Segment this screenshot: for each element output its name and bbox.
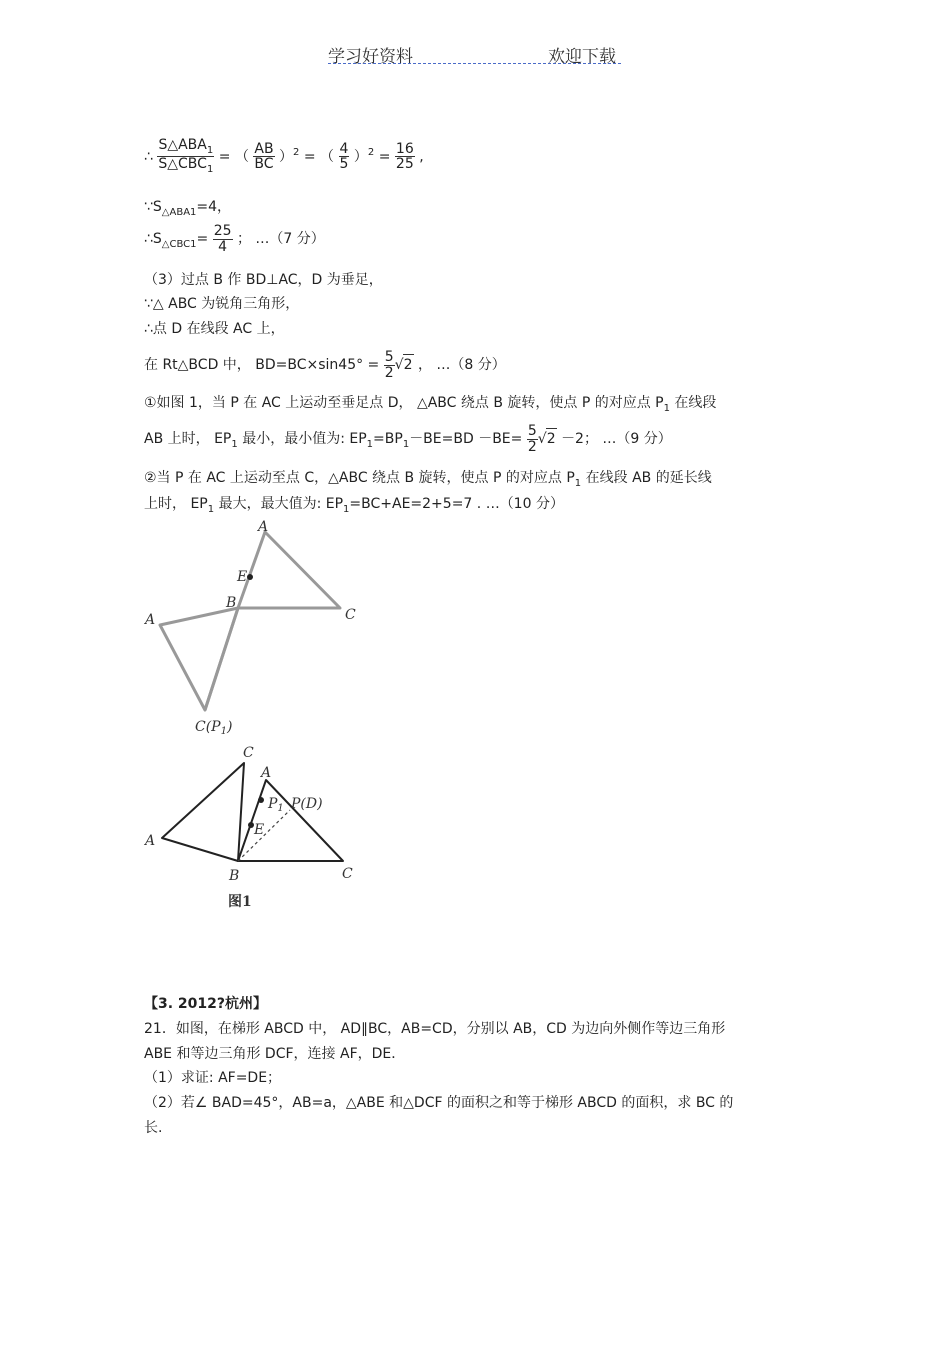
label-c: C (345, 607, 356, 623)
fraction-16-25: $\frac{16}{25}$ (395, 140, 414, 173)
point-p1 (258, 797, 264, 803)
problem-statement-1: 21．如图，在梯形 ABCD 中， AD∥BC，AB=CD，分别以 AB，CD 为边向外侧作等边三角形 (144, 1021, 726, 1037)
label-b-bottom: B (229, 868, 240, 884)
label-c-right: C (342, 866, 353, 882)
label-p-d: P(D) (291, 796, 323, 812)
line-case1: ①如图 1，当 P 在 AC 上运动至垂足点 D， △ABC 绕点 B 旋转，使点 P 的对应点 $P_1$ 在线段 (144, 395, 717, 414)
line-acute-triangle: ∵△ ABC 为锐角三角形， (144, 296, 300, 312)
line-part3-intro: （3）过点 B 作 BD⊥AC，D 为垂足， (144, 272, 383, 288)
fraction-4-5: $\frac{4}{5}$ (339, 140, 349, 173)
line-case2: ②当 P 在 AC 上运动至点 C，△ABC 绕点 B 旋转，使点 P 的对应点 $P_1$ 在线段 AB 的延长线 (144, 470, 712, 489)
label-e-bottom: E (254, 822, 265, 838)
line-point-d: ∴点 D 在线段 AC 上， (144, 321, 285, 337)
line-bd-value: 在 Rt△BCD 中， BD=BC×sin45° = $\frac{5}{2}$ √2 ， …（8 分） (144, 349, 506, 381)
figure-max-case (140, 515, 380, 740)
header-right: 欢迎下载 (548, 47, 616, 67)
line-min-value: AB 上时， $EP_1$ 最小，最小值为: $EP_1=BP_1-BE=BD -BE=$ $\frac{5}{2}$ √2 －2； …（9 分） (144, 423, 672, 455)
label-a-left-bottom: A (145, 833, 156, 849)
line-area-ratio: ∴ $\frac{S\triangle ABA_1}{S\triangle CBC_1}$ = （ $\frac{AB}{BC}$ ）$^2$ = （ $\frac{4}{5}$ ）$^2$ = $\frac{16}{25}$ , (144, 137, 424, 176)
triangle-abc-upper (238, 532, 340, 608)
problem-part2: （2）若∠ BAD=45°，AB=a，△ABE 和△DCF 的面积之和等于梯形 ABCD 的面积，求 BC 的 (144, 1095, 734, 1111)
fraction-ab-bc: $\frac{AB}{BC}$ (254, 140, 274, 173)
figure-min-case (140, 740, 380, 915)
header-divider (328, 63, 621, 64)
header-left: 学习好资料 (328, 47, 413, 67)
point-e (247, 574, 253, 580)
problem-part2-end: 长. (144, 1120, 163, 1136)
line-area-cbc1: $\therefore S_{\triangle CBC1}=$ $\frac{25}{4}$ ； …（7 分） (144, 223, 325, 255)
figure-caption: 图1 (228, 894, 252, 910)
line-area-aba1: $\because S_{\triangle ABA1}=4$， (144, 199, 232, 218)
problem-source: 【3. 2012?杭州】 (144, 996, 268, 1012)
triangle-rotated-left (162, 763, 244, 861)
problem-statement-2: ABE 和等边三角形 DCF，连接 AF，DE． (144, 1046, 406, 1062)
label-c-top: C (243, 745, 254, 761)
triangle-abc-right (238, 780, 343, 861)
label-a-left: A (145, 612, 156, 628)
problem-part1: （1）求证: AF=DE； (144, 1070, 282, 1086)
label-a-top: A (258, 519, 269, 535)
label-e: E (237, 569, 248, 585)
line-max-value: 上时， $EP_1$ 最大，最大值为: $EP_1=BC+AE=2+5=7$ . …（10 分） (144, 496, 564, 515)
label-c-p1: $C(P_1)$ (195, 719, 233, 737)
label-p1: $P_1$ (268, 796, 284, 814)
fraction-25-4: $\frac{25}{4}$ (213, 223, 232, 255)
label-b: B (226, 595, 237, 611)
fraction-area-ratio: $\frac{S\triangle ABA_1}{S\triangle CBC_1}$ (158, 137, 214, 176)
triangle-abc-rotated (160, 608, 238, 710)
fraction-5-2: $\frac{5}{2}$ (384, 349, 394, 381)
fraction-5-2-min: $\frac{5}{2}$ (527, 423, 537, 455)
segment-bc-rotated (205, 608, 238, 710)
label-a-right: A (261, 765, 272, 781)
therefore-symbol: ∴ (144, 148, 153, 165)
